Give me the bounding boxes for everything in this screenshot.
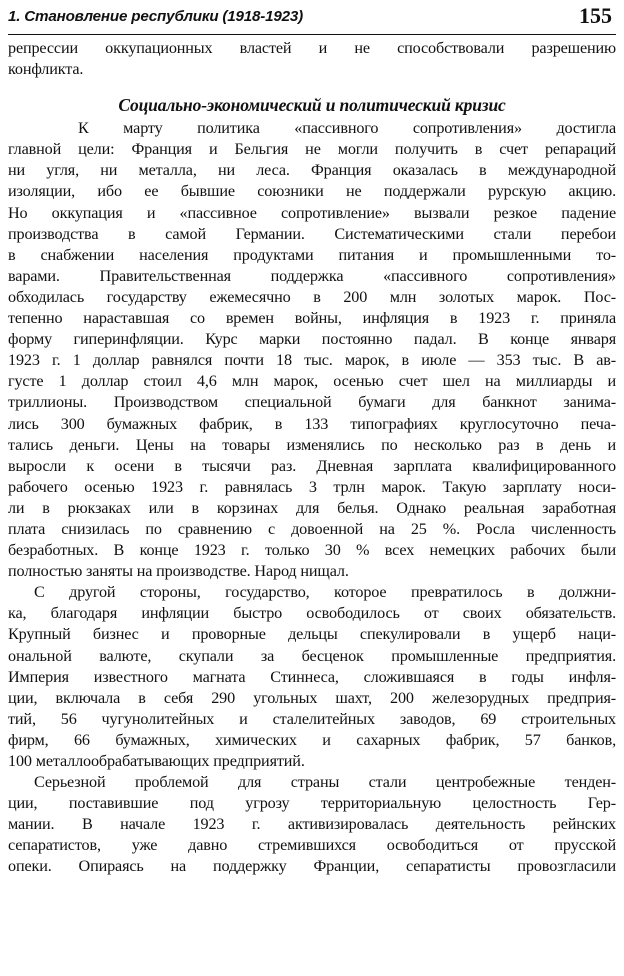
text-line: в снабжении населения продуктами питания и промышленными то- (8, 245, 616, 264)
text-line: Но оккупация и «пассивное сопротивление» вызвали резкое падение (8, 203, 616, 222)
text-line: полностью заняты на производстве. Народ нищал. (8, 562, 349, 581)
text-line: сепаратистов, уже давно стремившихся освободиться от прусской (8, 836, 616, 855)
text-line: изоляции, ибо ее бывшие союзники не поддержали рурскую акцию. (8, 182, 616, 201)
text-line: ции, поставившие под угрозу территориальную целостность Гер- (8, 794, 616, 813)
text-line: ональной валюте, скупали за бесценок промышленные предприятия. (8, 646, 616, 665)
page-header (8, 2, 616, 35)
text-line: ции, включала в себя 290 угольных шахт, 200 железорудных предприя- (8, 688, 616, 707)
running-head: 1. Становление республики (1918-1923) (8, 8, 303, 25)
page-number: 155 (579, 3, 612, 28)
text-line: конфликта. (8, 60, 84, 79)
text-line: мании. В начале 1923 г. активизировалась деятельность рейнских (8, 815, 616, 834)
text-line: форму гиперинфляции. Курс марки постоянно падал. В конце января (8, 330, 616, 349)
text-line: ни угля, ни металла, ни леса. Франция оказалась в международной (8, 161, 616, 180)
text-line: К марту политика «пассивного сопротивления» достигла (78, 119, 616, 138)
text-line: тий, 56 чугунолитейных и сталелитейных заводов, 69 строительных (8, 709, 616, 728)
text-line: плата снизилась по сравнению с довоенной на 25 %. Росла численность (8, 519, 616, 538)
text-line: 100 металлообрабатывающих предприятий. (8, 752, 305, 770)
text-line: фирм, 66 бумажных, химических и сахарных фабрик, 57 банков, (8, 730, 616, 749)
text-line: триллионы. Производством специальной бумаги для банкнот занима- (8, 393, 616, 412)
text-line: ка, благодаря инфляции быстро освободилось от своих обязательств. (8, 604, 616, 623)
text-line: рабочего осенью 1923 г. равнялась 3 трлн марок. Такую зарплату носи- (8, 477, 616, 496)
text-line: густе 1 доллар стоил 4,6 млн марок, осенью счет шел на миллиарды и (8, 372, 616, 391)
spacer (8, 80, 616, 92)
text-line: Крупный бизнес и проворные дельцы спекулировали в ущерб наци- (8, 625, 616, 644)
text-line: 1923 г. 1 доллар равнялся почти 18 тыс. марок, в июле — 353 тыс. В ав- (8, 351, 616, 370)
text-line: репрессии оккупационных властей и не способствовали разрешению (8, 39, 616, 57)
text-line: опеки. Опираясь на поддержку Франции, сепаратисты провозгласили (8, 857, 616, 876)
page-body (8, 38, 616, 878)
text-line: С другой стороны, государство, которое превратилось в должни- (34, 583, 616, 602)
section-heading: Социально-экономический и политический кризис (118, 95, 506, 116)
text-line: лись 300 бумажных фабрик, в 133 типографиях круглосуточно печа- (8, 414, 616, 433)
text-line: тались деньги. Цены на товары изменялись по несколько раз в день и (8, 435, 616, 454)
text-line: безработных. В конце 1923 г. только 30 % всех немецких рабочих были (8, 541, 616, 560)
text-line: тепенно нараставшая со времен войны, инфляция в 1923 г. приняла (8, 309, 616, 328)
text-line: выросли к осени в тысячи раз. Дневная зарплата квалифицированного (8, 456, 616, 475)
text-line: Серьезной проблемой для страны стали центробежные тенден- (34, 773, 616, 792)
text-line: главной цели: Франция и Бельгия не могли получить в счет репараций (8, 140, 616, 159)
text-line: производства в самой Германии. Систематическими стали перебои (8, 224, 616, 243)
text-line: обходилась государству ежемесячно в 200 млн золотых марок. Пос- (8, 287, 616, 306)
text-line: варами. Правительственная поддержка «пассивного сопротивления» (8, 266, 616, 285)
text-line: ли в рюкзаках или в корзинах для белья. Однако реальная заработная (8, 498, 616, 517)
text-line: Империя известного магната Стиннеса, сложившаяся в годы инфля- (8, 667, 616, 686)
